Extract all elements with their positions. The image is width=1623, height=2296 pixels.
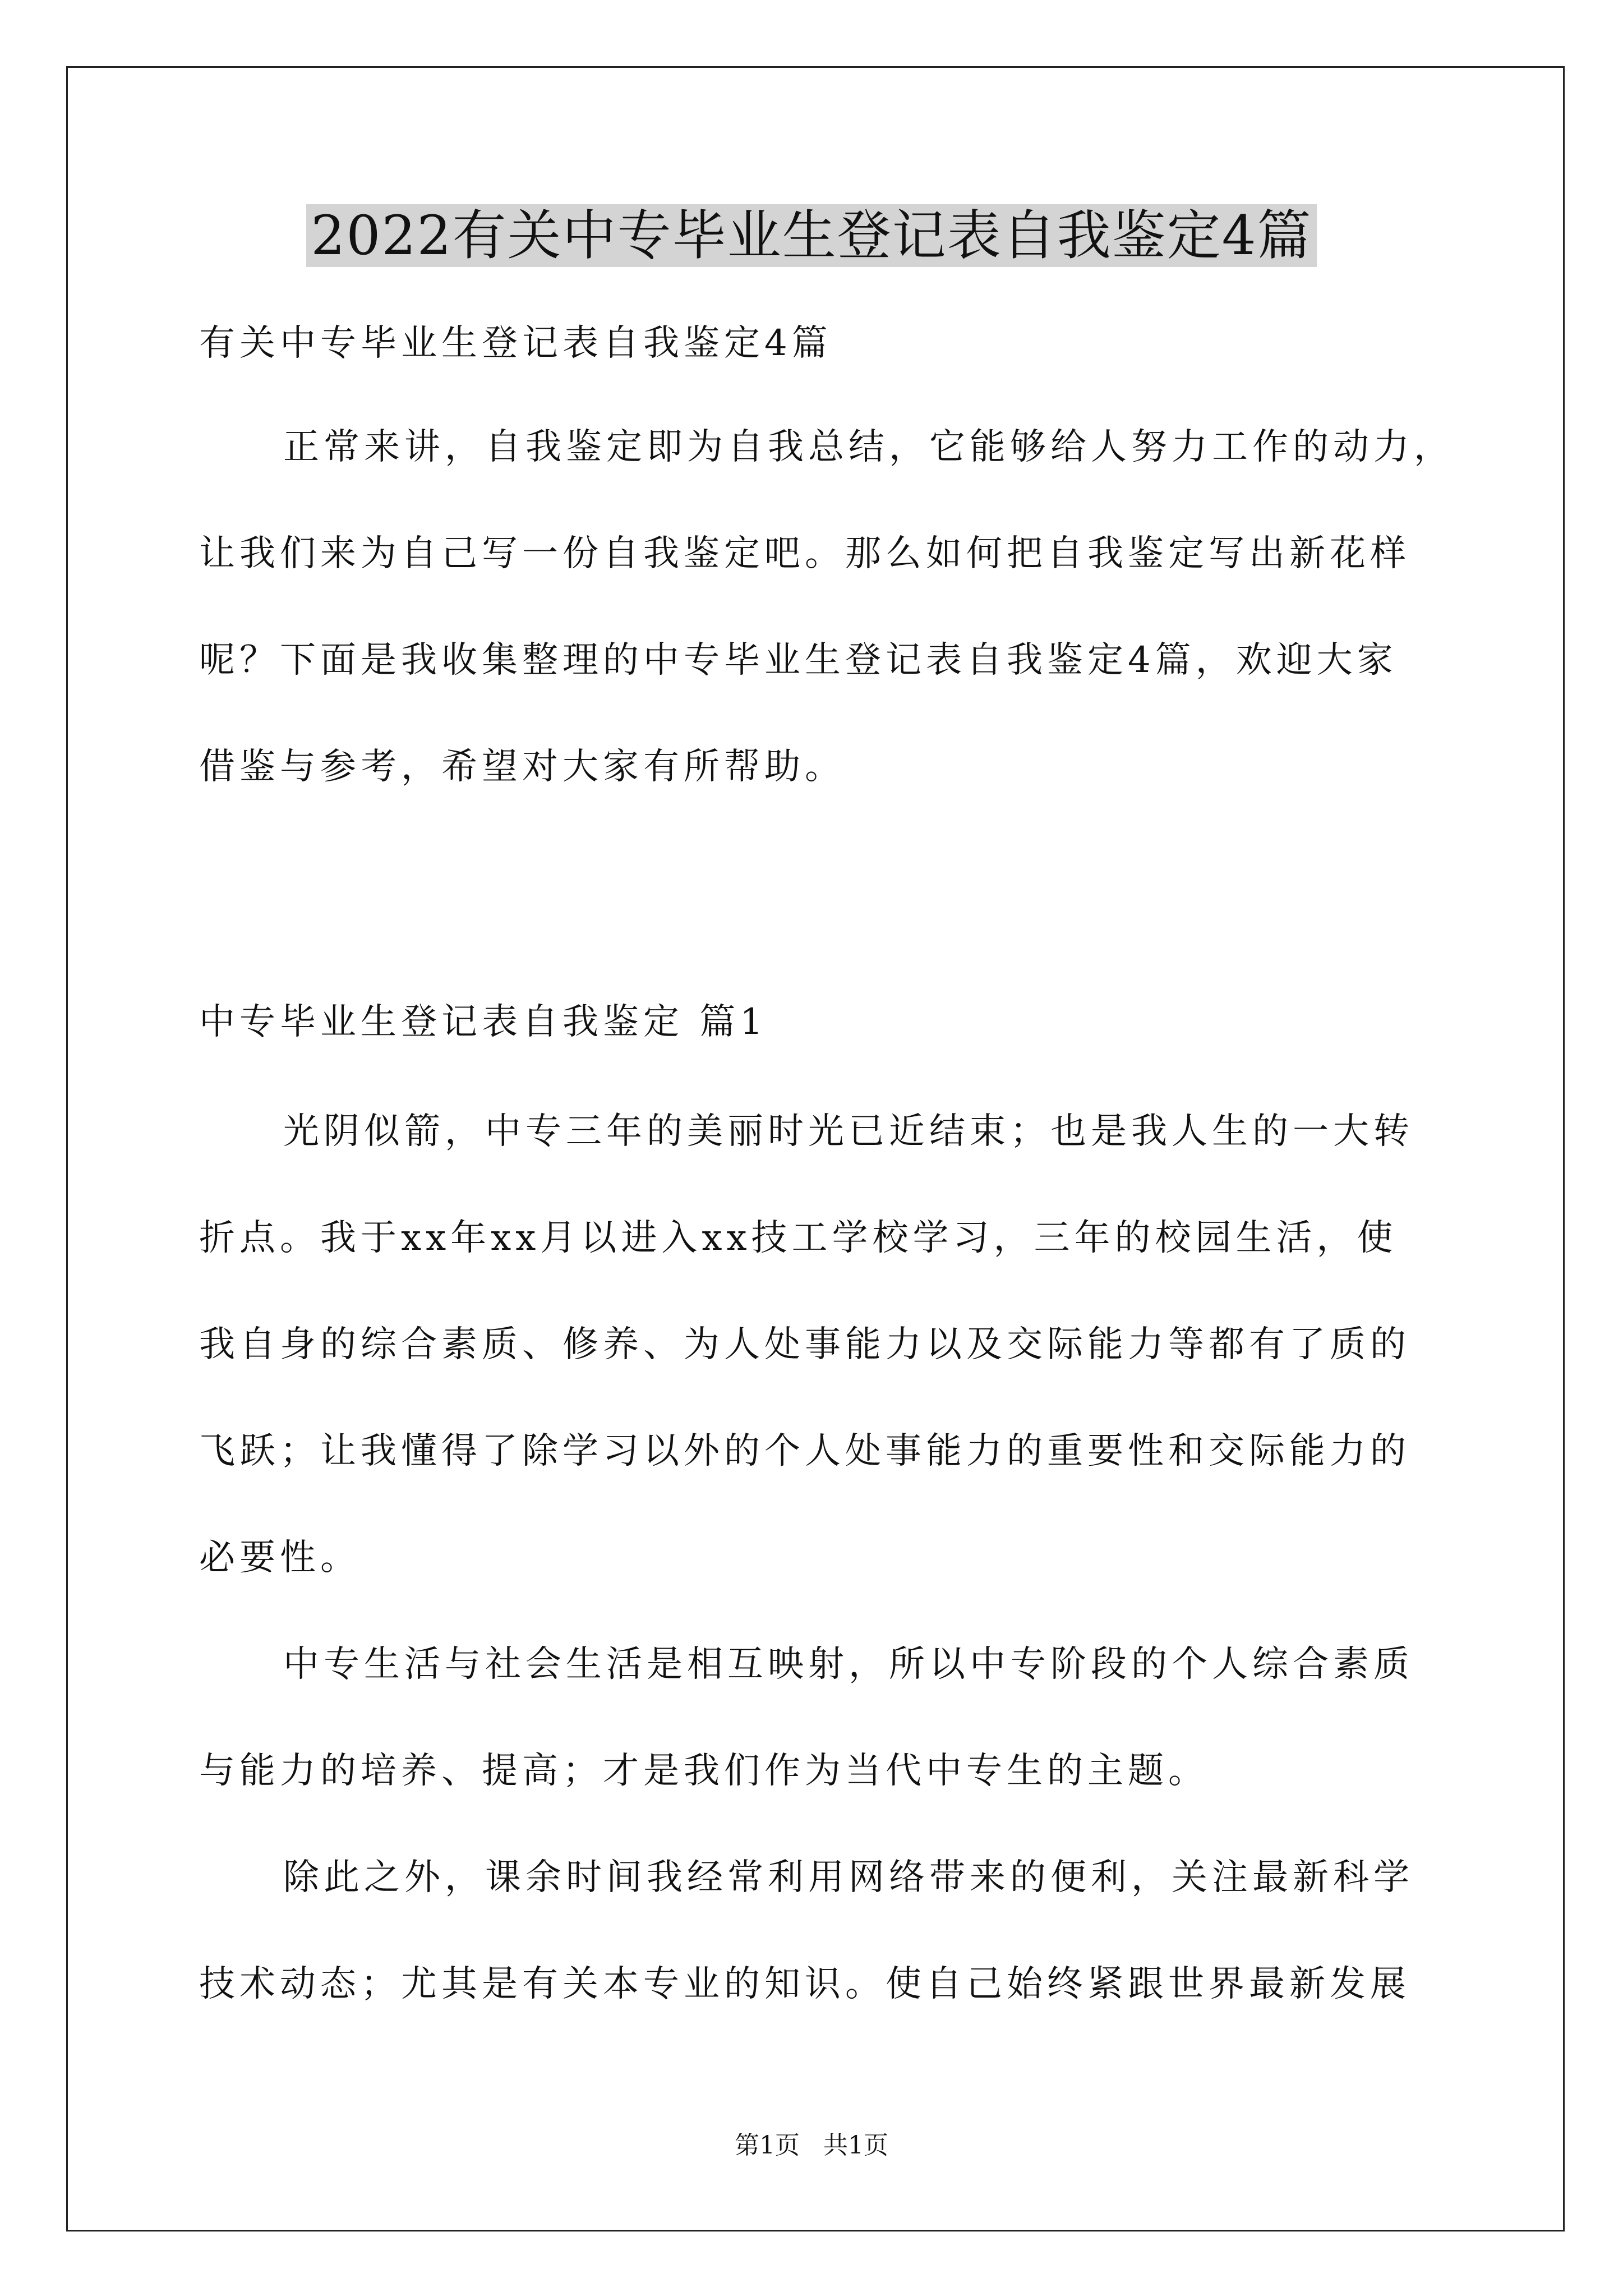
body-line: 与能力的培养、提高；才是我们作为当代中专生的主题。: [199, 1750, 1209, 1792]
body-line: 中专生活与社会生活是相互映射，所以中专阶段的个人综合素质: [283, 1644, 1414, 1685]
body-line: 我自身的综合素质、修养、为人处事能力以及交际能力等都有了质的: [199, 1324, 1410, 1365]
body-line: 必要性。: [199, 1537, 361, 1579]
intro-line: 正常来讲，自我鉴定即为自我总结，它能够给人努力工作的动力，: [283, 426, 1454, 468]
body-line: 技术动态；尤其是有关本专业的知识。使自己始终紧跟世界最新发展: [199, 1963, 1410, 2005]
section-heading: 中专毕业生登记表自我鉴定 篇1: [199, 1001, 768, 1043]
subtitle: 有关中专毕业生登记表自我鉴定4篇: [199, 323, 832, 364]
page-footer: 第1页 共1页: [735, 2131, 888, 2160]
intro-line: 借鉴与参考，希望对大家有所帮助。: [199, 746, 845, 788]
document-title: [0, 194, 1623, 278]
document-title-text: 2022有关中专毕业生登记表自我鉴定4篇: [306, 204, 1316, 267]
body-line: 折点。我于xx年xx月以进入xx技工学校学习，三年的校园生活，使: [199, 1217, 1398, 1259]
body-line: 光阴似箭，中专三年的美丽时光已近结束；也是我人生的一大转: [283, 1111, 1414, 1152]
intro-line: 呢？下面是我收集整理的中专毕业生登记表自我鉴定4篇，欢迎大家: [199, 639, 1398, 681]
body-line: 飞跃；让我懂得了除学习以外的个人处事能力的重要性和交际能力的: [199, 1430, 1410, 1472]
intro-line: 让我们来为自己写一份自我鉴定吧。那么如何把自我鉴定写出新花样: [199, 533, 1410, 574]
body-line: 除此之外，课余时间我经常利用网络带来的便利，关注最新科学: [283, 1857, 1414, 1898]
